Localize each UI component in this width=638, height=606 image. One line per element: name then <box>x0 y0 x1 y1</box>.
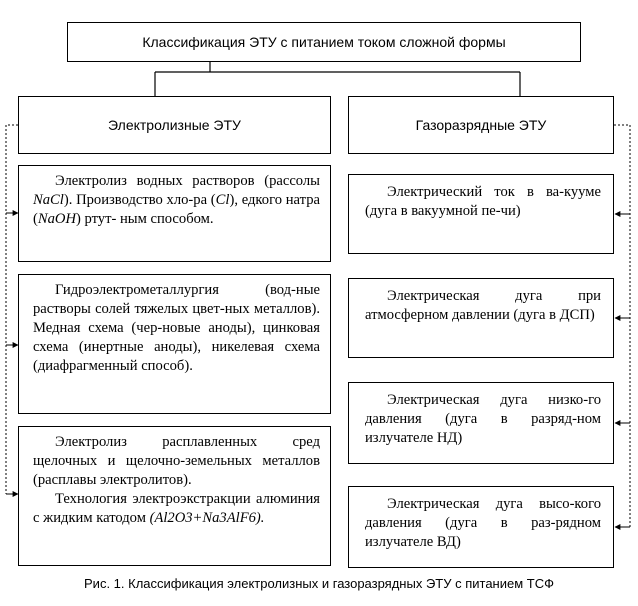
high-pressure-arc-box <box>348 486 614 568</box>
aluminium-formula: (Al2O3+Na3AlF6). <box>149 510 265 526</box>
molten-electrolysis-text: Электролиз расплавленных сред щелочных и щелочно-земельных металлов (расплавы электролитов). <box>33 434 320 488</box>
electrolysis-header: Электролизные ЭТУ <box>108 117 241 133</box>
gas-discharge-header-box <box>348 96 614 154</box>
hydroelectrometallurgy-text: Гидроэлектрометаллургия (вод-ные растворы солей тяжелых цвет-ных металлов). Медная схема (чер-новые аноды), цинковая схема (инертные аноды), никелевая схема (диафрагменный способ). <box>33 282 320 374</box>
vacuum-arc-text: Электрический ток в ва-кууме (дуга в вакуумной пе-чи) <box>365 184 601 219</box>
aluminium-extraction-text: Технология электроэкстракции алюминия с жидким катодом (Al2O3+Na3AlF6). <box>33 491 320 526</box>
root-title: Классификация ЭТУ с питанием током сложной формы <box>142 34 506 50</box>
low-pressure-arc-text: Электрическая дуга низко-го давления (дуга в разряд-ном излучателе НД) <box>365 392 601 446</box>
molten-electrolysis-box <box>18 426 331 566</box>
atmospheric-arc-text: Электрическая дуга при атмосферном давлении (дуга в ДСП) <box>365 288 601 323</box>
hydroelectrometallurgy-box <box>18 274 331 414</box>
electrolysis-aqueous-box <box>18 165 331 262</box>
vacuum-arc-box <box>348 174 614 254</box>
atmospheric-arc-box <box>348 278 614 358</box>
root-classification-box <box>67 22 581 62</box>
electrolysis-header-box <box>18 96 331 154</box>
low-pressure-arc-box <box>348 382 614 464</box>
high-pressure-arc-text: Электрическая дуга высо-кого давления (дуга в раз-рядном излучателе ВД) <box>365 496 601 550</box>
gas-discharge-header: Газоразрядные ЭТУ <box>415 117 547 133</box>
figure-caption: Рис. 1. Классификация электролизных и газоразрядных ЭТУ с питанием ТСФ <box>84 576 554 591</box>
electrolysis-aqueous-text: Электролиз водных растворов (рассолы NaCl). Производство хло-ра (Cl), едкого натра (NaOH) ртут- ным способом. <box>33 173 320 227</box>
